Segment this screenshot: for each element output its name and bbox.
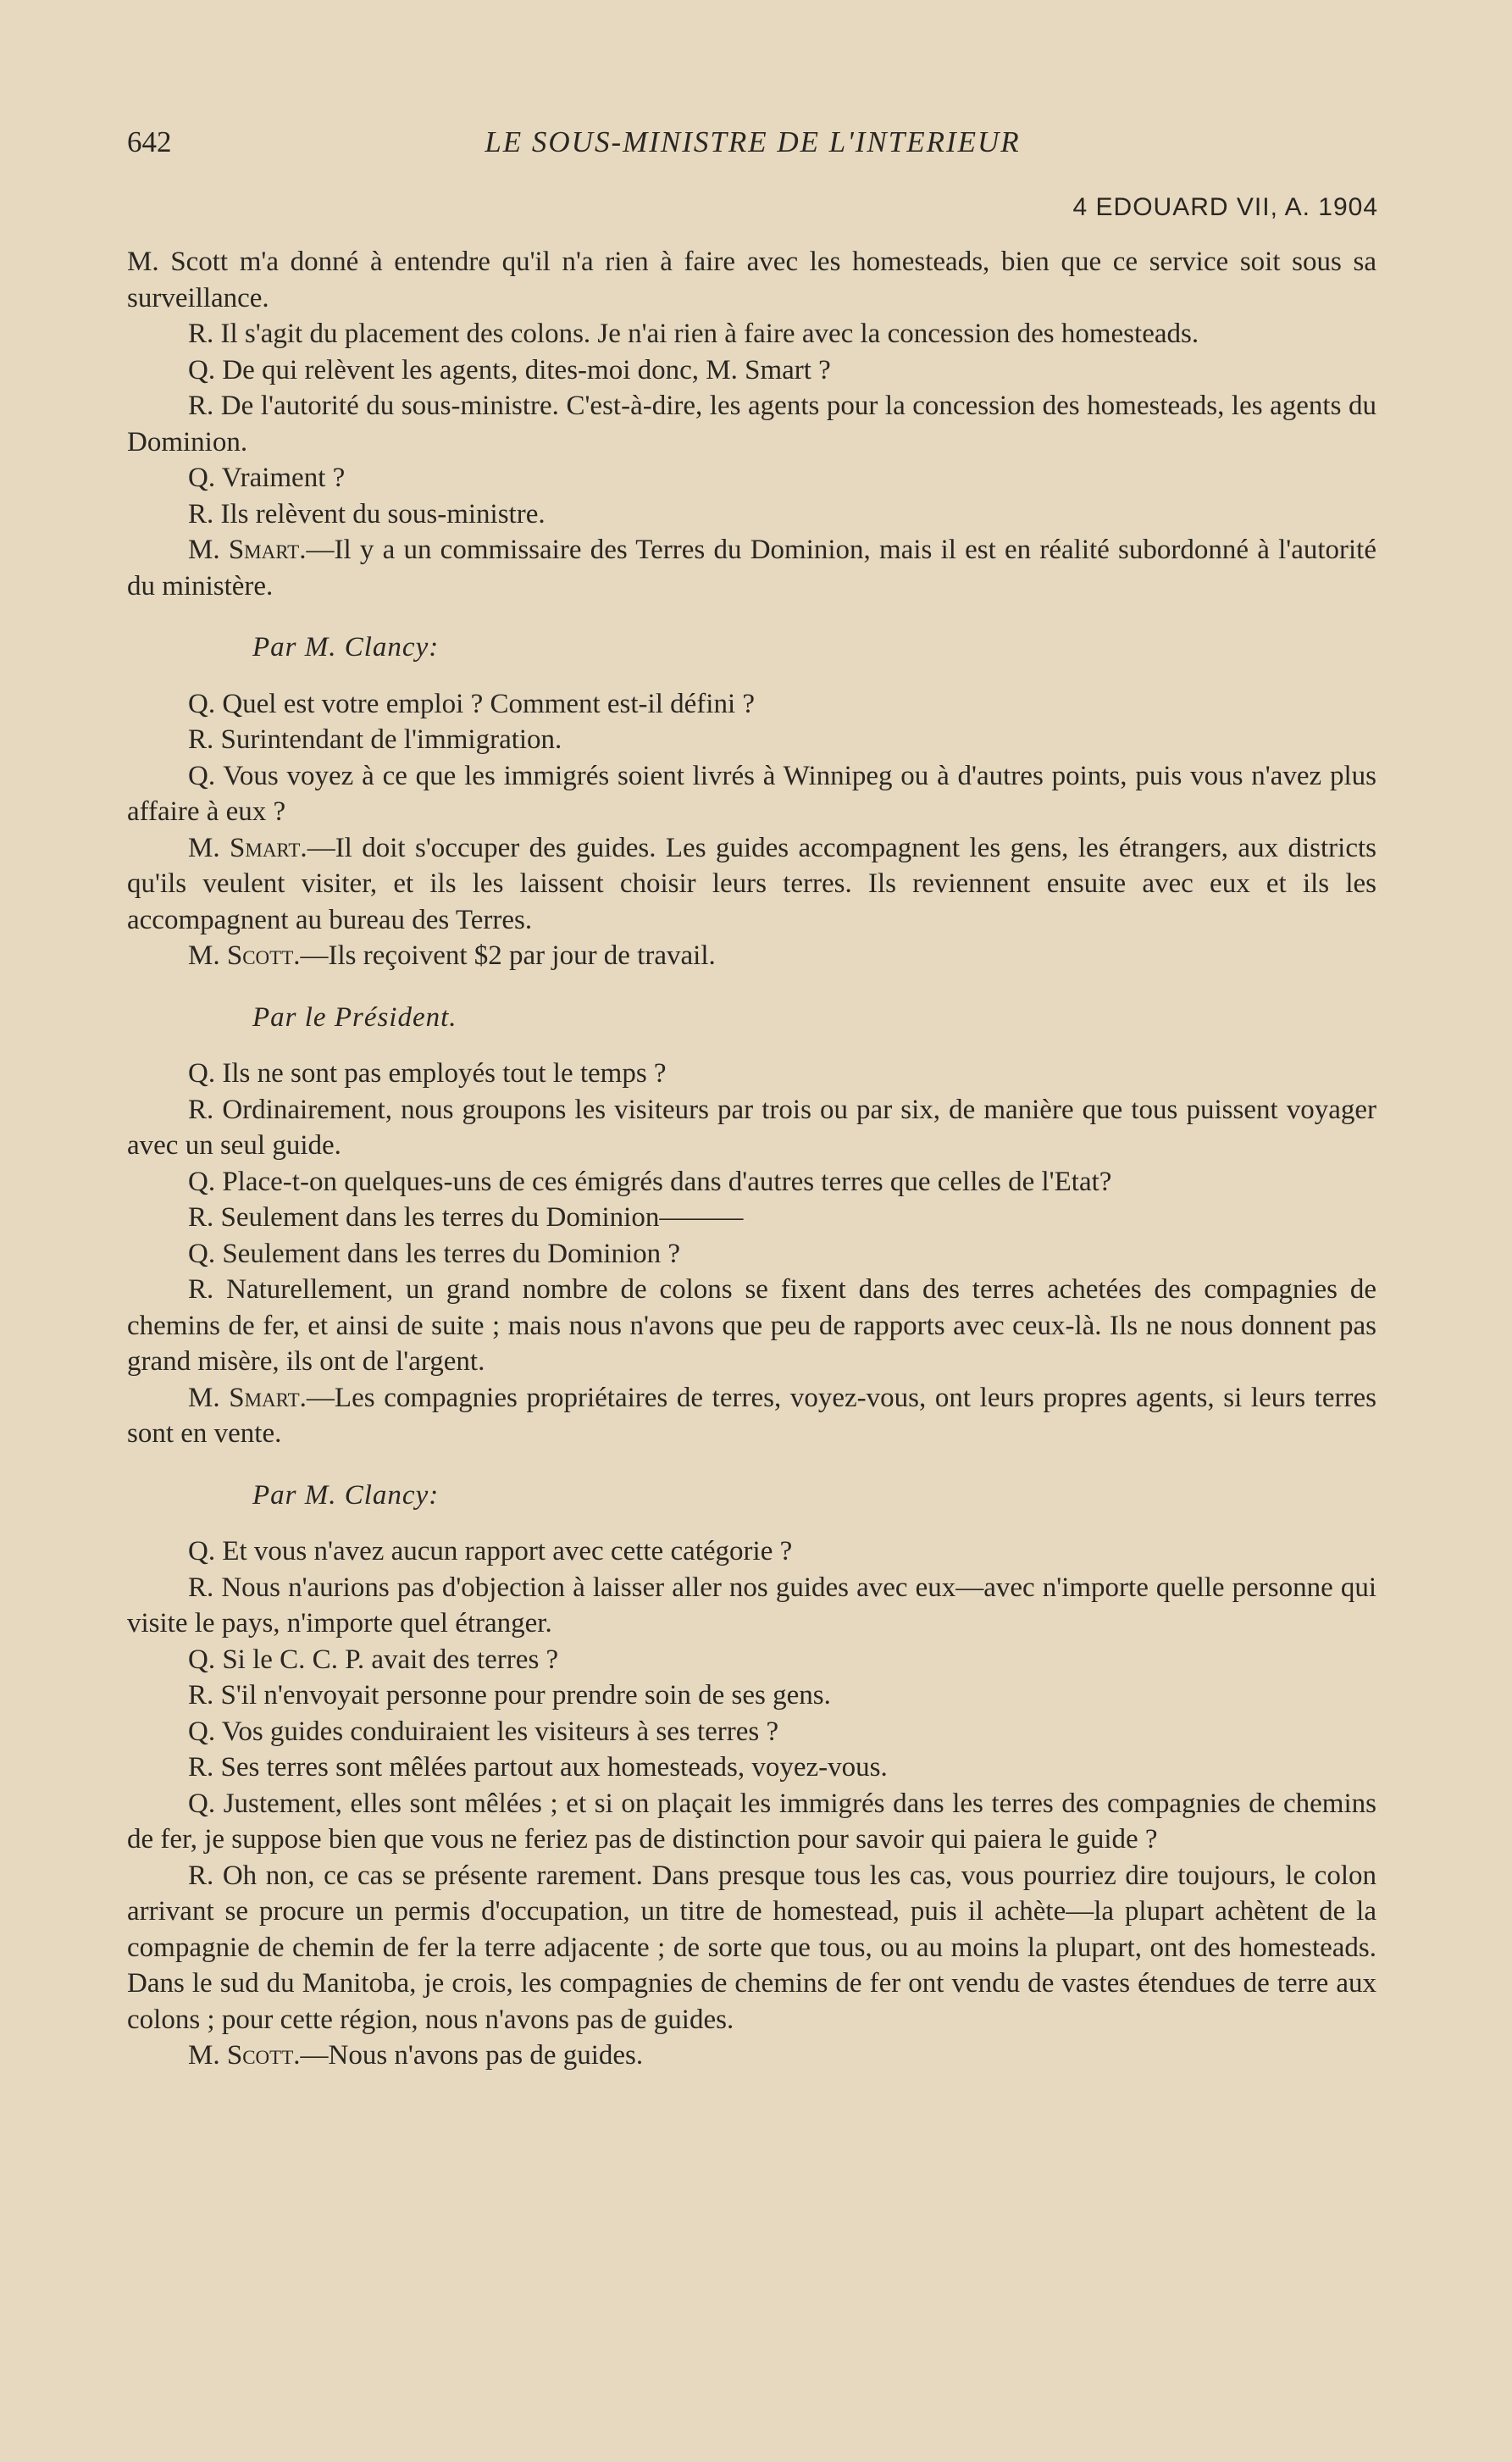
paragraph: R. S'il n'envoyait personne pour prendre soin de ses gens. — [188, 1680, 831, 1711]
speaker-name: M. Smart. — [188, 1382, 307, 1413]
document-body — [127, 244, 1376, 2074]
running-title: LE SOUS-MINISTRE DE L'INTERIEUR — [485, 125, 1021, 158]
speaker-paragraph — [127, 532, 1376, 604]
speaker-paragraph — [127, 1380, 1376, 1452]
paragraph: R. De l'autorité du sous-ministre. C'est-à-dire, les agents pour la concession des homesteads, les agents du Dominion. — [127, 391, 1376, 457]
paragraph: Q. Vous voyez à ce que les immigrés soient livrés à Winnipeg ou à d'autres points, puis vous n'avez plus affaire à eux ? — [127, 760, 1376, 827]
paragraph: R. Oh non, ce cas se présente rarement. Dans presque tous les cas, vous pourriez dire toujours, le colon arrivant se procure un permis d'occupation, un titre de homestead, puis il achète—la plupart achètent de la compagnie de chemin de fer la terre adjacente ; de sorte que tous, ou au moins la plupart, ont des homesteads. Dans le sud du Manitoba, je crois, les compagnies de chemins de fer ont vendu de vastes étendues de terre aux colons ; pour cette région, nous n'avons pas de guides. — [127, 1860, 1376, 2035]
section-heading: Par M. Clancy: — [252, 632, 440, 663]
speaker-text: —Il y a un commissaire des Terres du Dominion, mais il est en réalité subordonné à l'autorité du ministère. — [127, 535, 1377, 602]
speaker-text: —Nous n'avons pas de guides. — [300, 2040, 644, 2071]
paragraph: R. Nous n'aurions pas d'objection à laisser aller nos guides avec eux—avec n'importe quelle personne qui visite le pays, n'importe quel étranger. — [127, 1572, 1376, 1639]
paragraph: Q. Seulement dans les terres du Dominion ? — [188, 1238, 681, 1269]
speaker-name: M. Scott. — [188, 940, 301, 971]
speaker-name: M. Scott. — [188, 2040, 301, 2071]
paragraph: Q. Place-t-on quelques-uns de ces émigrés dans d'autres terres que celles de l'Etat? — [188, 1166, 1112, 1197]
speaker-paragraph — [127, 830, 1376, 939]
paragraph: R. Surintendant de l'immigration. — [188, 724, 562, 755]
paragraph: Q. Ils ne sont pas employés tout le temps ? — [188, 1058, 667, 1089]
paragraph: Q. Justement, elles sont mêlées ; et si on plaçait les immigrés dans les terres des compagnies de chemins de fer, je suppose bien que vous ne feriez pas de distinction pour savoir qui paiera le guide ? — [127, 1788, 1376, 1855]
paragraph: Q. Vraiment ? — [188, 463, 346, 493]
section-heading: Par M. Clancy: — [252, 1479, 440, 1511]
paragraph: R. Naturellement, un grand nombre de colons se fixent dans des terres achetées des compagnies de chemins de fer, et ainsi de suite ; mais nous n'avons que peu de rapports avec ceux-là. Ils ne nous donnent pas grand misère, ils ont de l'argent. — [127, 1274, 1376, 1377]
speaker-text: —Les compagnies propriétaires de terres, voyez-vous, ont leurs propres agents, si leurs terres sont en vente. — [127, 1382, 1377, 1449]
paragraph: Q. Et vous n'avez aucun rapport avec cette catégorie ? — [188, 1536, 793, 1566]
page-number: 642 — [127, 125, 172, 158]
speaker-name: M. Smart. — [188, 535, 307, 565]
section-heading: Par le Président. — [252, 1001, 457, 1033]
paragraph: Q. Vos guides conduiraient les visiteurs à ses terres ? — [188, 1716, 779, 1747]
paragraph: Q. De qui relèvent les agents, dites-moi donc, M. Smart ? — [188, 354, 831, 385]
paragraph: R. Seulement dans les terres du Dominion——— — [188, 1202, 744, 1233]
speaker-text: —Ils reçoivent $2 par jour de travail. — [300, 940, 716, 971]
page-header — [127, 125, 1378, 176]
paragraph: Q. Si le C. C. P. avait des terres ? — [188, 1644, 559, 1675]
speaker-name: M. Smart. — [188, 832, 307, 863]
paragraph: M. Scott m'a donné à entendre qu'il n'a rien à faire avec les homesteads, bien que ce service soit sous sa surveillance. — [127, 247, 1376, 313]
speaker-paragraph — [127, 2038, 1376, 2074]
paragraph: R. Ordinairement, nous groupons les visiteurs par trois ou par six, de manière que tous puissent voyager avec un seul guide. — [127, 1094, 1376, 1161]
paragraph: R. Ses terres sont mêlées partout aux homesteads, voyez-vous. — [188, 1752, 888, 1783]
paragraph: R. Ils relèvent du sous-ministre. — [188, 498, 546, 530]
edition-line: 4 EDOUARD VII, A. 1904 — [1072, 193, 1378, 221]
paragraph: Q. Quel est votre emploi ? Comment est-il défini ? — [188, 688, 756, 719]
speaker-text: —Il doit s'occuper des guides. Les guides accompagnent les gens, les étrangers, aux districts qu'ils veulent visiter, et ils les laissent choisir leurs terres. Ils reviennent ensuite avec eux et ils les accompagnent au bureau des Terres. — [127, 832, 1376, 935]
speaker-paragraph — [127, 938, 1376, 974]
paragraph: R. Il s'agit du placement des colons. Je n'ai rien à faire avec la concession des homesteads. — [188, 319, 1199, 349]
